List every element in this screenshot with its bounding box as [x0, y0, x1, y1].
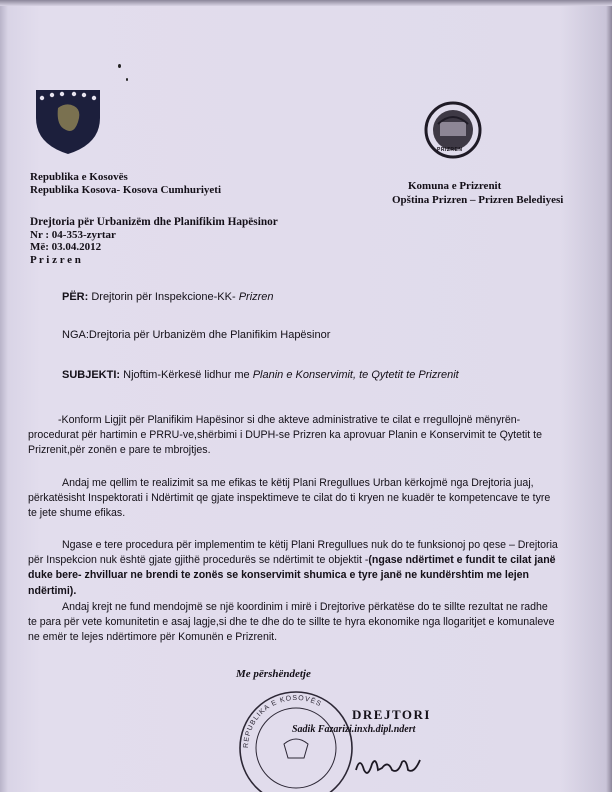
recipient-city: Prizren: [238, 291, 274, 303]
kosovo-emblem-icon: [28, 84, 108, 156]
header-municipality: Komuna e Prizrenit: [408, 180, 502, 192]
body-paragraph-2: Andaj me qellim te realizimit sa me efikas te këtij Plani Rregullues Urban kërkojmë nga Drejtoria juaj, përkatësisht Inspektorati i Ndërtimit qe gjate inspektimeve te cilat do ti kryen ne kuadër te kompetencave te tyre te jete shume efikas.: [28, 477, 551, 520]
body-paragraph-3-normal: Ngase e tere procedura për implementim te këtij Plani Rregullues nuk do te funksionoj po qese – Drejtoria për Inspekcion nuk është gjate gjithë procedurës se ndërtimit te objektit -: [28, 539, 558, 567]
scan-speck: [118, 64, 121, 68]
header-municipality-alt: Opština Prizren – Prizren Belediyesi: [392, 194, 564, 206]
stamp-text: REPUBLIKA E KOSOVËS: [242, 694, 323, 749]
signatory-name: Sadik Fazarizi.inxh.dipl.ndert: [292, 724, 416, 735]
recipient-line: [62, 291, 274, 303]
document-date: Më: 03.04.2012: [30, 241, 102, 253]
signatory-title: DREJTORI: [352, 707, 431, 722]
subject-italic: Planin e Konservimit, te Qytetit te Prizrenit: [252, 369, 459, 381]
signature-icon: [354, 752, 424, 780]
seal-text: PRIZREN: [437, 147, 463, 153]
subject-label: SUBJEKTI:: [62, 369, 121, 381]
svg-text:REPUBLIKA E KOSOVËS: [243, 695, 323, 748]
sender-label: NGA:: [62, 329, 89, 341]
recipient-text: Drejtorin për Inspekcione-KK-: [88, 291, 239, 303]
body-paragraph-3-bold: (ngase ndërtimet e fundit te cilat janë duke bere- zhvilluar ne brendi te zonës se konservimit shumica e tyre janë ne kundërshtim me lejen ndërtimi).: [28, 554, 556, 597]
body-paragraph-3: [28, 538, 558, 599]
department-name: Drejtoria për Urbanizëm dhe Planifikim Hapësinor: [30, 216, 278, 228]
subject-line: [62, 369, 459, 381]
scan-speck: [126, 78, 128, 81]
body-paragraph-4: Andaj krejt ne fund mendojmë se një koordinim i mirë i Drejtorive përkatëse do te sillte rezultat ne radhe te para për vete komunitetin e asaj lagje,si dhe te dhe do te sillte te hyra ekonomike nga llogaritjet e komunaleve ne emër te lejes ndërtimore për Komunën e Prizrenit.: [28, 601, 555, 644]
header-country-alt: Republika Kosova- Kosova Cumhuriyeti: [30, 184, 221, 196]
closing-greeting: Me përshëndetje: [236, 668, 311, 680]
recipient-label: PËR:: [62, 291, 89, 303]
body-paragraph-1: -Konform Ligjit për Planifikim Hapësinor si dhe akteve administrative te cilat e rregullojnë mënyrën-procedurat për hartimin e PRRU-ve,shërbimi i DUPH-se Prizren ka aprovuar Planin e Konservimit te Qytetit te Prizrenit,për zonën e pare te mbrojtjes.: [28, 414, 542, 457]
header-country: Republika e Kosovës: [30, 171, 128, 183]
sender-line: [62, 329, 330, 341]
scan-edge: [0, 0, 612, 6]
subject-text: Njoftim-Kërkesë lidhur me: [120, 369, 253, 381]
document-city: P r i z r e n: [30, 254, 81, 266]
reference-number: Nr : 04-353-zyrtar: [30, 229, 116, 241]
sender-text: Drejtoria për Urbanizëm dhe Planifikim Hapësinor: [88, 329, 331, 341]
official-stamp-icon: [234, 686, 358, 792]
